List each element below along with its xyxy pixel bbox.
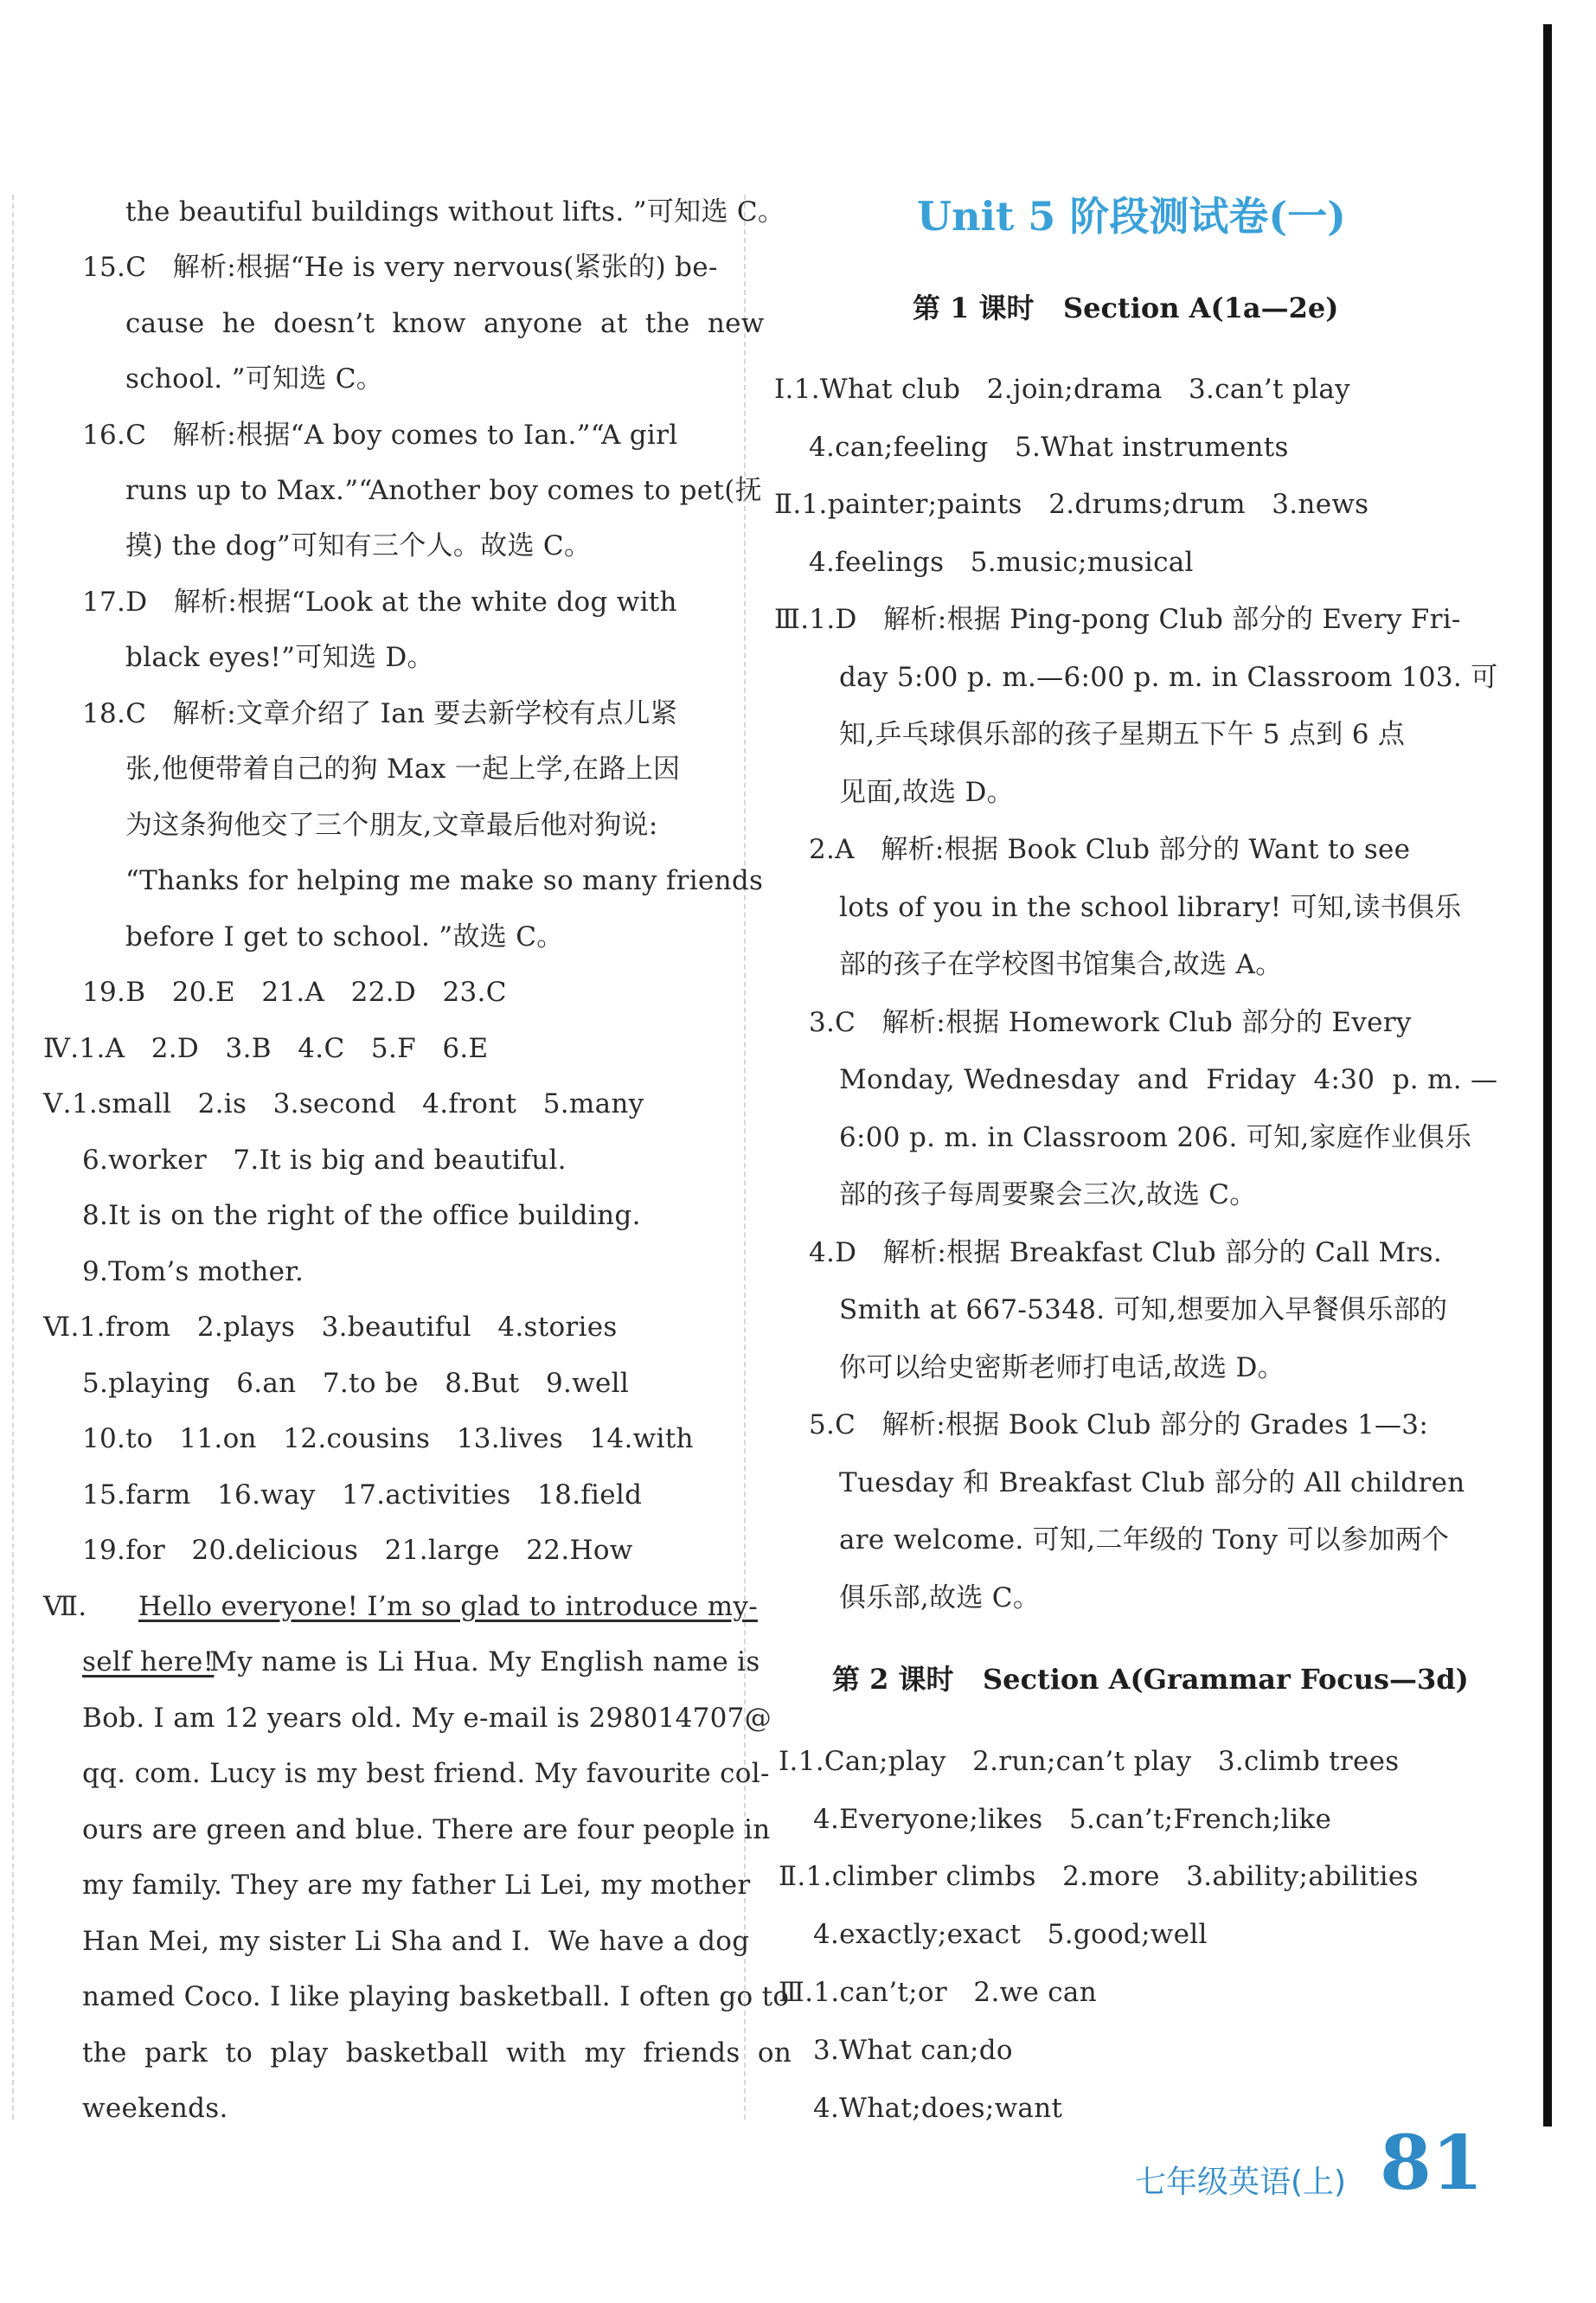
answer-line: 17.D 解析:根据“Look at the white dog with <box>82 587 677 618</box>
answer-line: 15.farm 16.way 17.activities 18.field <box>82 1479 643 1511</box>
left-margin-rule <box>12 195 14 2120</box>
answer-line: 4.can;feeling 5.What instruments <box>809 432 1289 463</box>
answer-line: cause he doesn’t know anyone at the new <box>125 308 765 339</box>
answer-line: 4.exactly;exact 5.good;well <box>813 1919 1208 1950</box>
answer-line: 4.Everyone;likes 5.can’t;French;like <box>813 1804 1332 1835</box>
answer-line: Ⅱ.1.climber climbs 2.more 3.ability;abilities <box>779 1861 1419 1892</box>
answer-line: runs up to Max.”“Another boy comes to pet(抚 <box>125 475 762 506</box>
answer-line: 16.C 解析:根据“A boy comes to Ian.”“A girl <box>82 420 678 451</box>
essay-line: named Coco. I like playing basketball. I often go to <box>82 1981 790 2012</box>
answer-line: 3.C 解析:根据 Homework Club 部分的 Every <box>809 1007 1412 1038</box>
answer-line: 4.feelings 5.music;musical <box>809 547 1194 578</box>
answer-line: 6:00 p. m. in Classroom 206. 可知,家庭作业俱乐 <box>839 1122 1472 1153</box>
section-title: 第 1 课时 Section A(1a—2e) <box>913 292 1339 324</box>
answer-line: Ⅱ.1.painter;paints 2.drums;drum 3.news <box>774 489 1369 520</box>
answer-line: 3.What can;do <box>813 2035 1013 2066</box>
answer-line: 5.playing 6.an 7.to be 8.But 9.well <box>82 1368 630 1399</box>
answer-line: 你可以给史密斯老师打电话,故选 D。 <box>839 1352 1285 1383</box>
answer-line: 为这条狗他交了三个朋友,文章最后他对狗说: <box>125 810 658 841</box>
essay-line: My name is Li Hua. My English name is <box>201 1646 760 1678</box>
unit-title: Unit 5 阶段测试卷(一) <box>917 193 1346 240</box>
answer-line: 2.A 解析:根据 Book Club 部分的 Want to see <box>809 834 1411 865</box>
answer-line: Monday, Wednesday and Friday 4:30 p. m. — <box>839 1064 1498 1095</box>
answer-line: Ⅰ.1.Can;play 2.run;can’t play 3.climb trees <box>779 1746 1400 1777</box>
answer-line: Ⅳ.1.A 2.D 3.B 4.C 5.F 6.E <box>43 1033 489 1064</box>
answer-line: 19.B 20.E 21.A 22.D 23.C <box>82 977 507 1008</box>
answer-line: lots of you in the school library! 可知,读书俱乐 <box>839 892 1462 923</box>
answer-line: 俱乐部,故选 C。 <box>839 1582 1041 1613</box>
answer-line: 5.C 解析:根据 Book Club 部分的 Grades 1—3: <box>809 1409 1429 1440</box>
page-number: 81 <box>1380 2120 1484 2207</box>
answer-line: Ⅵ.1.from 2.plays 3.beautiful 4.stories <box>43 1312 618 1343</box>
answer-line: 部的孩子每周要聚会三次,故选 C。 <box>839 1179 1257 1210</box>
answer-line: 见面,故选 D。 <box>839 777 1014 808</box>
essay-line: qq. com. Lucy is my best friend. My favourite col- <box>82 1758 770 1789</box>
answer-line: Ⅰ.1.What club 2.join;drama 3.can’t play <box>774 374 1350 405</box>
answer-line: Ⅲ.1.D 解析:根据 Ping-pong Club 部分的 Every Fri- <box>774 604 1461 635</box>
section-numeral: Ⅶ. <box>43 1591 87 1622</box>
page-edge-bar <box>1543 24 1552 2127</box>
answer-line: Ⅲ.1.can’t;or 2.we can <box>779 1977 1097 2008</box>
answer-line: 4.D 解析:根据 Breakfast Club 部分的 Call Mrs. <box>809 1237 1443 1268</box>
answer-line: 摸) the dog”可知有三个人。故选 C。 <box>125 530 592 561</box>
answer-line: 15.C 解析:根据“He is very nervous(紧张的) be- <box>82 252 718 283</box>
essay-line: my family. They are my father Li Lei, my mother <box>82 1870 751 1901</box>
essay-line: ours are green and blue. There are four people in <box>82 1814 771 1845</box>
answer-line: are welcome. 可知,二年级的 Tony 可以参加两个 <box>839 1524 1450 1556</box>
answer-line: school. ”可知选 C。 <box>125 363 384 395</box>
answer-line: Tuesday 和 Breakfast Club 部分的 All children <box>839 1467 1465 1498</box>
essay-line: weekends. <box>82 2093 228 2124</box>
essay-line: Han Mei, my sister Li Sha and I. We have a dog <box>82 1926 750 1957</box>
answer-line: black eyes!”可知选 D。 <box>125 642 434 673</box>
answer-line: 部的孩子在学校图书馆集合,故选 A。 <box>839 949 1283 980</box>
answer-line: 10.to 11.on 12.cousins 13.lives 14.with <box>82 1423 694 1454</box>
answer-line: day 5:00 p. m.—6:00 p. m. in Classroom 103. 可 <box>839 662 1498 693</box>
answer-line: 18.C 解析:文章介绍了 Ian 要去新学校有点儿紧 <box>82 698 678 729</box>
essay-line: self here! <box>82 1646 215 1678</box>
answer-line: 知,乒乓球俱乐部的孩子星期五下午 5 点到 6 点 <box>839 719 1406 750</box>
answer-line: 张,他便带着自己的狗 Max 一起上学,在路上因 <box>125 754 681 785</box>
section-title: 第 2 课时 Section A(Grammar Focus—3d) <box>832 1663 1469 1696</box>
answer-line: 9.Tom’s mother. <box>82 1256 304 1287</box>
footer-label: 七年级英语(上) <box>1135 2165 1347 2200</box>
answer-line: 8.It is on the right of the office building. <box>82 1200 641 1231</box>
answer-line: before I get to school. ”故选 C。 <box>125 921 564 953</box>
essay-line: the park to play basketball with my friends on <box>82 2037 792 2069</box>
answer-line: Smith at 667-5348. 可知,想要加入早餐俱乐部的 <box>839 1294 1448 1325</box>
answer-line: the beautiful buildings without lifts. ”可知选 C。 <box>125 196 785 228</box>
answer-line: 19.for 20.delicious 21.large 22.How <box>82 1535 633 1566</box>
answer-line: 6.worker 7.It is big and beautiful. <box>82 1145 567 1176</box>
essay-line: Bob. I am 12 years old. My e-mail is 298014707@ <box>82 1703 772 1734</box>
answer-line: Ⅴ.1.small 2.is 3.second 4.front 5.many <box>43 1088 644 1119</box>
answer-line: 4.What;does;want <box>813 2093 1063 2124</box>
essay-line: Hello everyone! I’m so glad to introduce my- <box>138 1591 759 1622</box>
answer-line: “Thanks for helping me make so many friends <box>125 865 764 896</box>
